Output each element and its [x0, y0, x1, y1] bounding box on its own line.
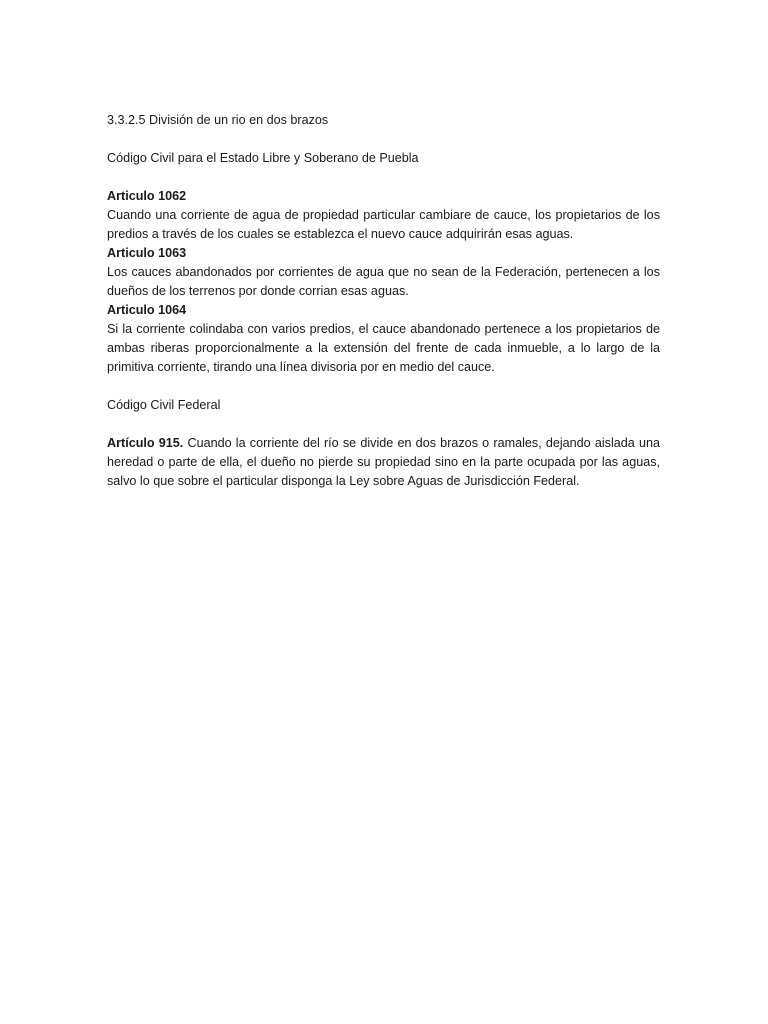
section-heading: 3.3.2.5 División de un rio en dos brazos	[107, 113, 329, 127]
article-1062-text: Cuando una corriente de agua de propiedad particular cambiare de cauce, los propietarios de los predios a través de los cuales se establezca el nuevo cauce adquirirán esas aguas.	[107, 208, 660, 241]
code-federal-title: Código Civil Federal	[107, 398, 221, 412]
article-915-paragraph	[107, 434, 660, 491]
article-1063-text: Los cauces abandonados por corrientes de agua que no sean de la Federación, pertenecen a los dueños de los terrenos por donde corrian esas aguas.	[107, 265, 660, 298]
article-1064-text: Si la corriente colindaba con varios predios, el cauce abandonado pertenece a los propietarios de ambas riberas proporcionalmente a la extensión del frente de cada inmueble, a lo largo de la primitiva corriente, tirando una línea divisoria por en medio del cauce.	[107, 322, 660, 374]
article-1063-title: Articulo 1063	[107, 246, 187, 260]
document-content	[107, 111, 660, 491]
code-puebla-title: Código Civil para el Estado Libre y Soberano de Puebla	[107, 151, 419, 165]
code-puebla-articles	[107, 187, 660, 377]
article-1064-title: Articulo 1064	[107, 303, 187, 317]
article-915-title: Artículo 915.	[107, 436, 184, 450]
article-915-text: Cuando la corriente del río se divide en dos brazos o ramales, dejando aislada una heredad o parte de ella, el dueño no pierde su propiedad sino en la parte ocupada por las aguas, salvo lo que sobre el particular disponga la Ley sobre Aguas de Jurisdicción Federal.	[107, 436, 660, 488]
article-1062-title: Articulo 1062	[107, 189, 187, 203]
